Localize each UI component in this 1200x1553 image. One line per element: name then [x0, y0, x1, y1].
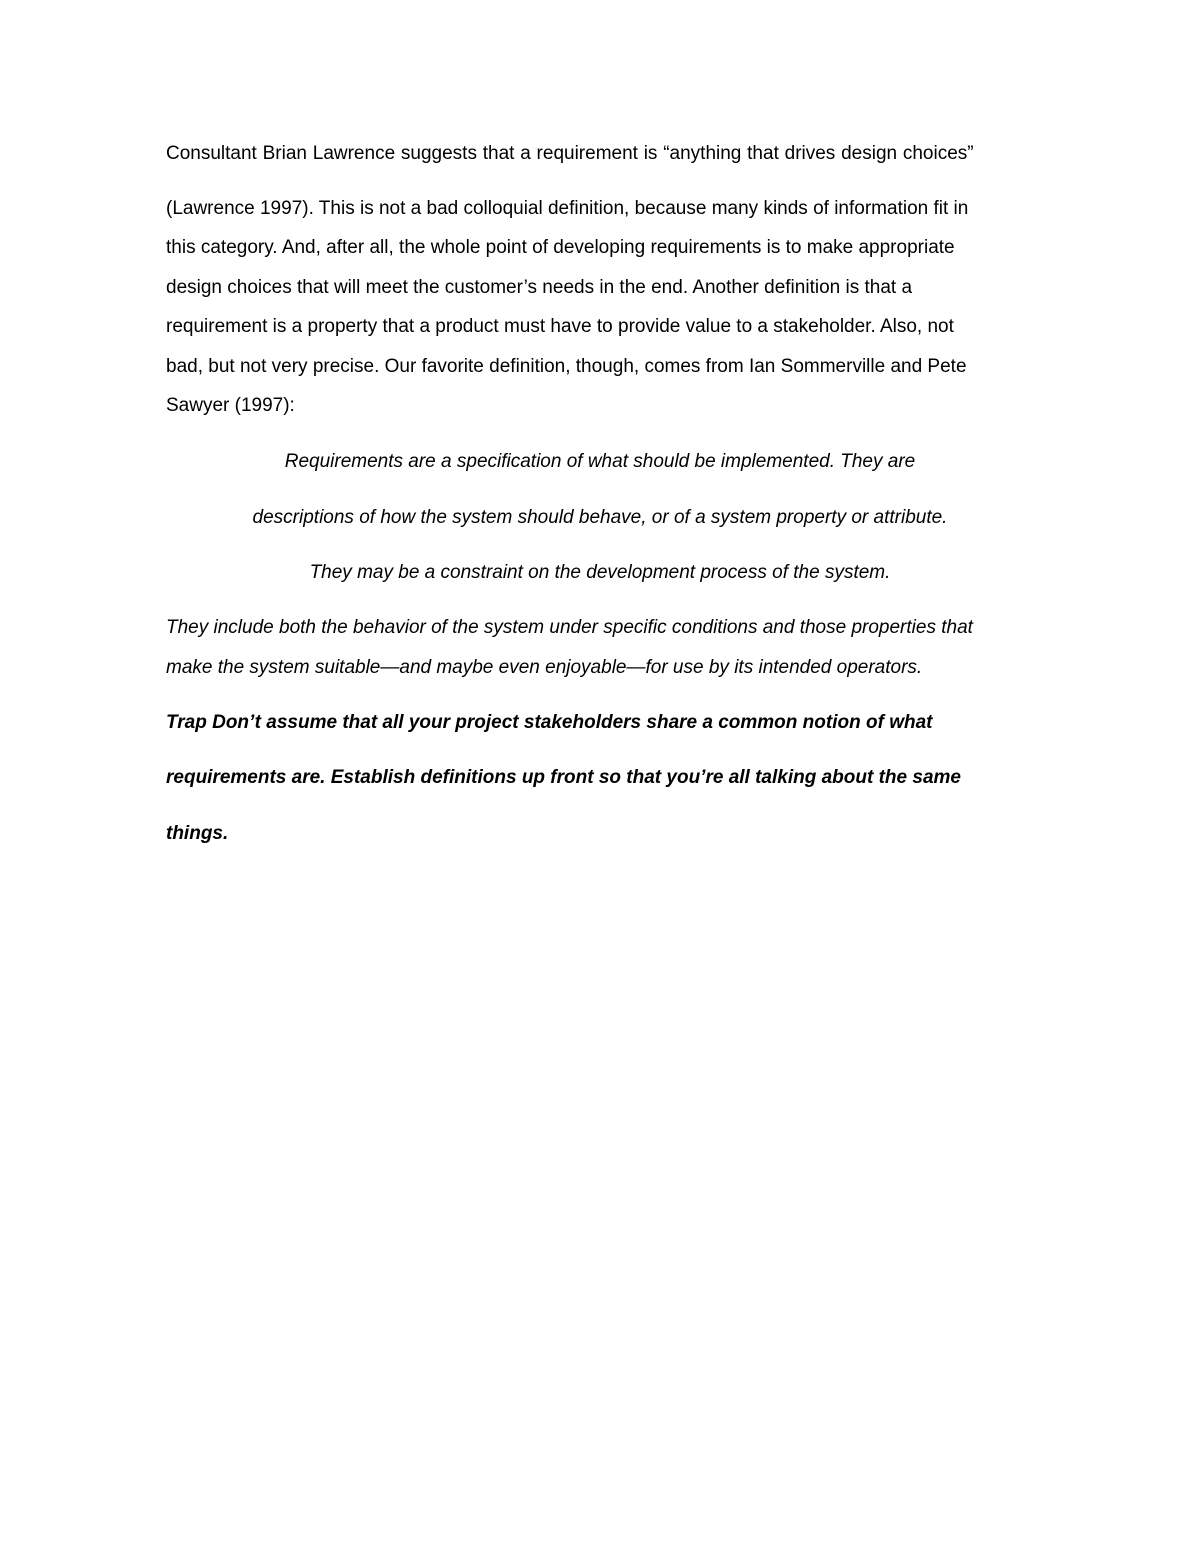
trap-note-line: requirements are. Establish definitions up front so that you’re all talking about the same: [166, 767, 961, 788]
italic-paragraph-line: make the system suitable—and maybe even enjoyable—for use by its intended operators.: [166, 657, 923, 678]
paragraph-line: this category. And, after all, the whole point of developing requirements is to make appropriate: [166, 237, 955, 258]
paragraph-line: (Lawrence 1997). This is not a bad colloquial definition, because many kinds of information fit in: [166, 198, 969, 219]
block-quote-line: descriptions of how the system should behave, or of a system property or attribute.: [252, 507, 948, 528]
paragraph-line: bad, but not very precise. Our favorite definition, though, comes from Ian Sommerville and Pete: [166, 356, 967, 377]
block-quote-line: They may be a constraint on the development process of the system.: [309, 562, 891, 583]
paragraph-line: design choices that will meet the customer’s needs in the end. Another definition is that a: [166, 277, 913, 298]
trap-note-line: Trap Don’t assume that all your project stakeholders share a common notion of what: [166, 712, 933, 733]
paragraph-line: requirement is a property that a product must have to provide value to a stakeholder. Also, not: [166, 316, 954, 337]
paragraph-line: Consultant Brian Lawrence suggests that a requirement is “anything that drives design choices”: [166, 143, 974, 164]
block-quote-line: Requirements are a specification of what should be implemented. They are: [284, 451, 916, 472]
trap-note-line: things.: [166, 823, 229, 844]
paragraph-line: Sawyer (1997):: [166, 395, 295, 416]
italic-paragraph-line: They include both the behavior of the system under specific conditions and those properties that: [166, 617, 973, 638]
